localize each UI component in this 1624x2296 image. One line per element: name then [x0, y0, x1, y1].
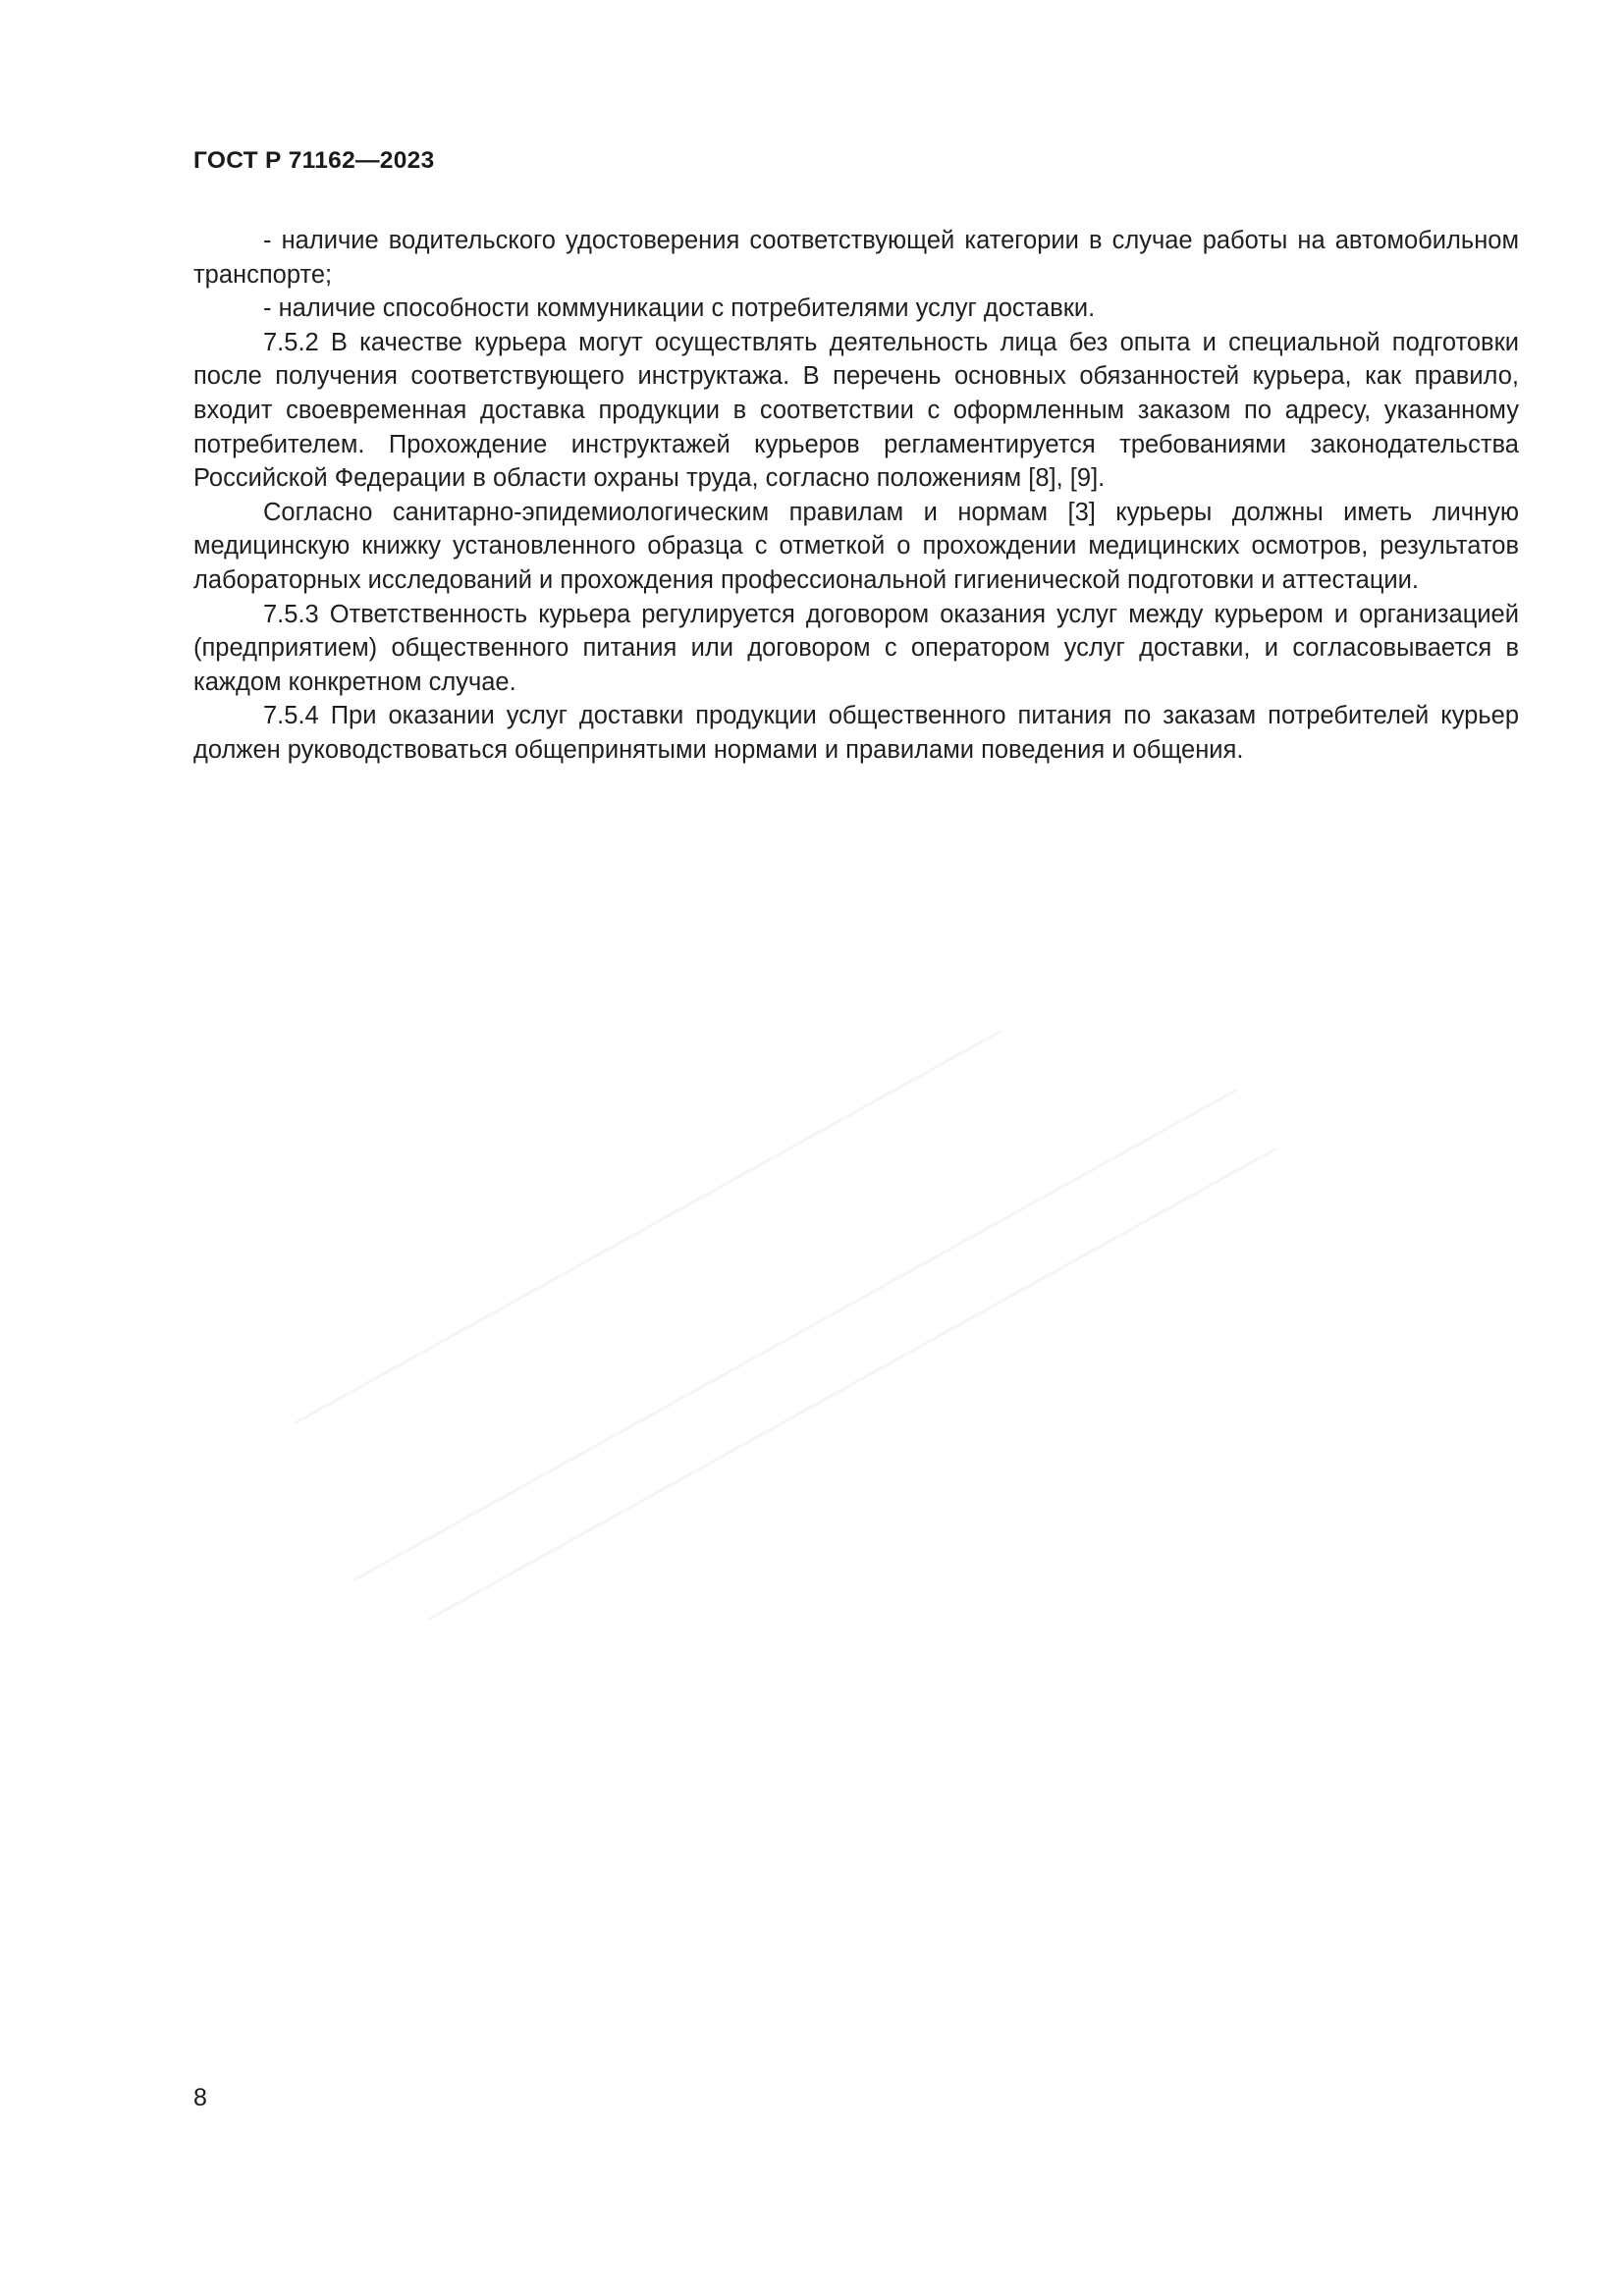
paragraph-7-5-3: 7.5.3 Ответственность курьера регулируется договором оказания услуг между курьером и организацией (предприятием) общественного питания или договором с оператором услуг доставки, и согласовывается в каждом конкретном случае. [193, 600, 1519, 696]
list-item-driver-license: - наличие водительского удостоверения соответствующей категории в случае работы на автомобильном транспорте; [193, 227, 1519, 289]
paragraph-7-5-4: 7.5.4 При оказании услуг доставки продукции общественного питания по заказам потребителей курьер должен руководствоваться общепринятыми нормами и правилами поведения и общения. [193, 702, 1519, 764]
paragraph-7-5-2: 7.5.2 В качестве курьера могут осуществлять деятельность лица без опыта и специальной подготовки после получения соответствующего инструктажа. В перечень основных обязанностей курьера, как правило, входит своевременная доставка продукции в соответствии с оформленным заказом по адресу, указанному потребителем. Прохождение инструктажей курьеров регламентируется требованиями законодательства Российской Федерации в области охраны труда, согласно положениям [8], [9]. [193, 328, 1519, 493]
page-number: 8 [193, 2084, 207, 2111]
list-item-communication: - наличие способности коммуникации с потребителями услуг доставки. [263, 294, 1096, 323]
document-header: ГОСТ Р 71162—2023 [193, 147, 435, 174]
document-body [193, 224, 1519, 768]
faint-watermark [295, 1031, 1276, 1620]
paragraph-sanitary: Согласно санитарно-эпидемиологическим правилам и нормам [3] курьеры должны иметь личную медицинскую книжку установленного образца с отметкой о прохождении медицинских осмотров, результатов лабораторных исследований и прохождения профессиональной гигиенической подготовки и аттестации. [193, 498, 1519, 594]
